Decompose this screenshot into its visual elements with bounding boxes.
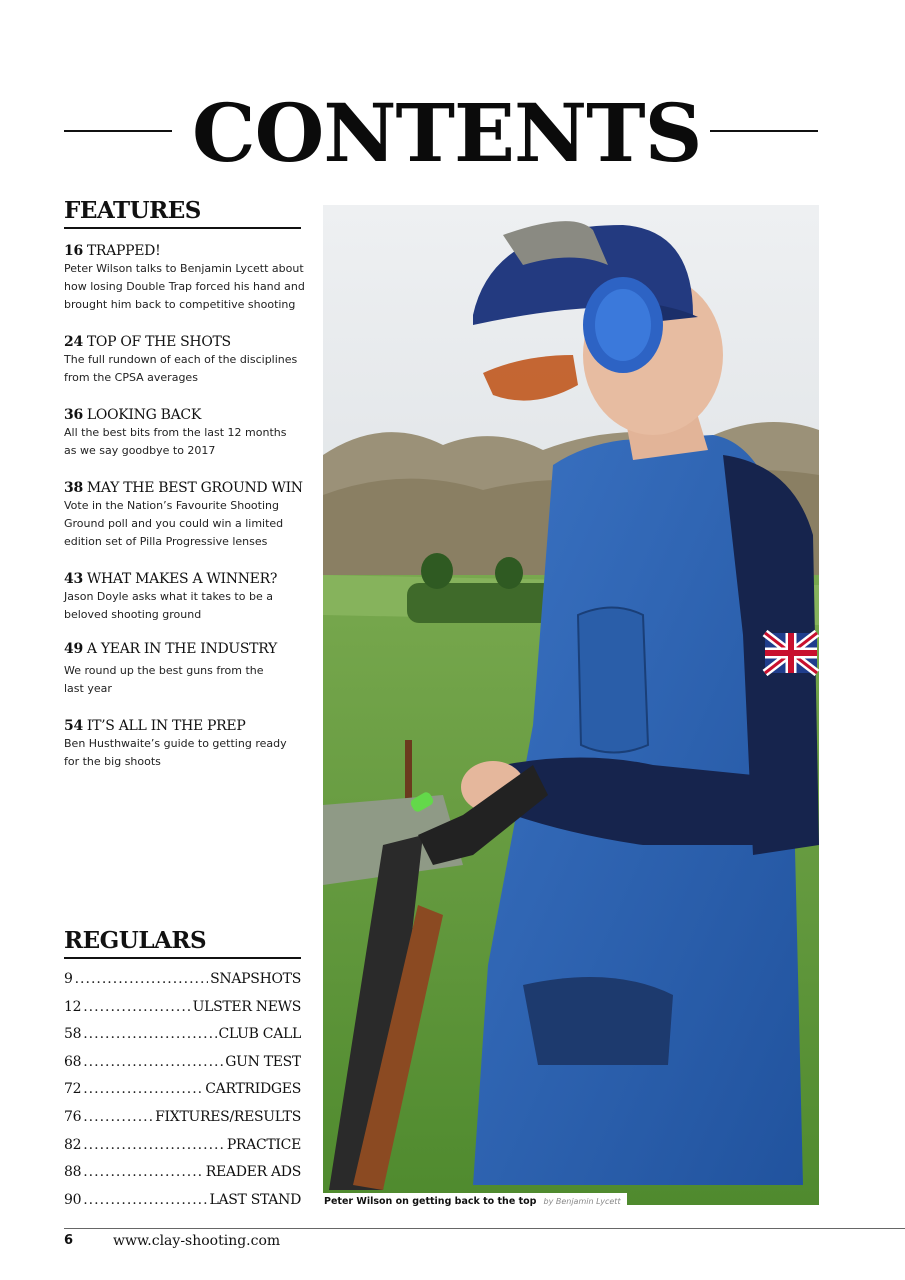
leader-dots (83, 1049, 223, 1077)
regular-page-number: 12 (64, 998, 82, 1015)
feature-description-line: for the big shoots (64, 755, 161, 768)
regular-label: CLUB CALL (218, 1026, 301, 1043)
regular-label: ULSTER NEWS (192, 998, 301, 1015)
regular-page-number: 9 (64, 971, 73, 987)
feature-item[interactable] (64, 640, 309, 698)
regular-page-number: 90 (64, 1191, 82, 1208)
title-rule-right (710, 130, 818, 132)
feature-title: TRAPPED! (86, 243, 161, 259)
regular-label: READER ADS (205, 1164, 301, 1181)
regular-page-number: 82 (64, 1136, 82, 1153)
regular-item[interactable] (64, 1076, 301, 1104)
regular-page-number: 72 (64, 1081, 82, 1098)
feature-description-line: last year (64, 682, 112, 695)
photo-credit: by Benjamin Lycett (543, 1197, 621, 1206)
feature-title: MAY THE BEST GROUND WIN (86, 480, 303, 496)
feature-description-line: beloved shooting ground (64, 608, 202, 621)
feature-description (64, 424, 309, 460)
regular-item[interactable] (64, 1187, 301, 1215)
feature-description-line: as we say goodbye to 2017 (64, 444, 216, 457)
regular-label: GUN TEST (225, 1053, 301, 1070)
feature-description-line: Peter Wilson talks to Benjamin Lycett about (64, 262, 304, 275)
feature-item[interactable] (64, 570, 309, 624)
regulars-heading: REGULARS (64, 926, 301, 959)
feature-description-line: edition set of Pilla Progressive lenses (64, 535, 268, 548)
feature-description (64, 260, 309, 314)
feature-description-line: We round up the best guns from the (64, 664, 264, 677)
regular-label: FIXTURES/RESULTS (155, 1108, 301, 1125)
regular-page-number: 58 (64, 1026, 82, 1043)
leader-dots (83, 1021, 216, 1049)
regular-item[interactable] (64, 966, 301, 994)
feature-title: IT’S ALL IN THE PREP (86, 718, 246, 734)
feature-item[interactable] (64, 333, 309, 387)
feature-description (64, 497, 309, 551)
cover-photo (323, 205, 819, 1205)
regulars-list (64, 966, 301, 1214)
feature-title: A YEAR IN THE INDUSTRY (86, 641, 277, 657)
feature-page-number: 38 (64, 480, 83, 496)
feature-description (64, 735, 309, 771)
feature-title: LOOKING BACK (86, 407, 201, 423)
regular-label: CARTRIDGES (205, 1081, 301, 1098)
regular-item[interactable] (64, 1159, 301, 1187)
feature-page-number: 36 (64, 407, 83, 423)
feature-item[interactable] (64, 242, 309, 314)
page-title: CONTENTS (192, 86, 702, 180)
regular-page-number: 88 (64, 1164, 82, 1181)
regular-item[interactable] (64, 1049, 301, 1077)
feature-description-line: Ground poll and you could win a limited (64, 517, 284, 530)
feature-description (64, 662, 309, 698)
regular-item[interactable] (64, 1132, 301, 1160)
shooter-illustration (323, 205, 819, 1205)
regular-page-number: 68 (64, 1053, 82, 1070)
feature-page-number: 54 (64, 718, 83, 734)
feature-description-line: Vote in the Nation’s Favourite Shooting (64, 499, 279, 512)
feature-page-number: 49 (64, 641, 83, 657)
feature-description-line: All the best bits from the last 12 months (64, 426, 287, 439)
leader-dots (83, 994, 190, 1022)
feature-description-line: The full rundown of each of the disciplines (64, 353, 298, 366)
regular-page-number: 76 (64, 1108, 82, 1125)
feature-description (64, 351, 309, 387)
website-link[interactable]: www.clay-shooting.com (113, 1233, 281, 1249)
regular-label: SNAPSHOTS (210, 971, 301, 987)
title-rule-left (64, 130, 172, 132)
feature-description-line: brought him back to competitive shooting (64, 298, 296, 311)
leader-dots (83, 1187, 207, 1215)
page-number: 6 (64, 1233, 74, 1248)
leader-dots (83, 1132, 225, 1160)
feature-description (64, 588, 309, 624)
feature-item[interactable] (64, 406, 309, 460)
feature-page-number: 16 (64, 243, 83, 259)
footer-rule (64, 1228, 905, 1229)
regular-item[interactable] (64, 1104, 301, 1132)
title-row (64, 88, 818, 178)
feature-page-number: 24 (64, 334, 83, 350)
leader-dots (75, 966, 209, 994)
regular-label: PRACTICE (226, 1136, 301, 1153)
feature-description-line: from the CPSA averages (64, 371, 198, 384)
regular-item[interactable] (64, 1021, 301, 1049)
regular-label: LAST STAND (209, 1191, 301, 1208)
feature-description-line: how losing Double Trap forced his hand and (64, 280, 305, 293)
feature-item[interactable] (64, 479, 309, 551)
feature-item[interactable] (64, 717, 309, 771)
regular-item[interactable] (64, 994, 301, 1022)
leader-dots (83, 1104, 153, 1132)
caption-text: Peter Wilson on getting back to the top (324, 1196, 537, 1207)
features-heading: FEATURES (64, 196, 301, 229)
leader-dots (83, 1159, 204, 1187)
feature-description-line: Ben Husthwaite’s guide to getting ready (64, 737, 287, 750)
photo-caption (323, 1193, 627, 1211)
feature-title: TOP OF THE SHOTS (86, 334, 231, 350)
feature-description-line: Jason Doyle asks what it takes to be a (64, 590, 273, 603)
feature-page-number: 43 (64, 571, 83, 587)
feature-title: WHAT MAKES A WINNER? (86, 571, 278, 587)
leader-dots (83, 1076, 203, 1104)
